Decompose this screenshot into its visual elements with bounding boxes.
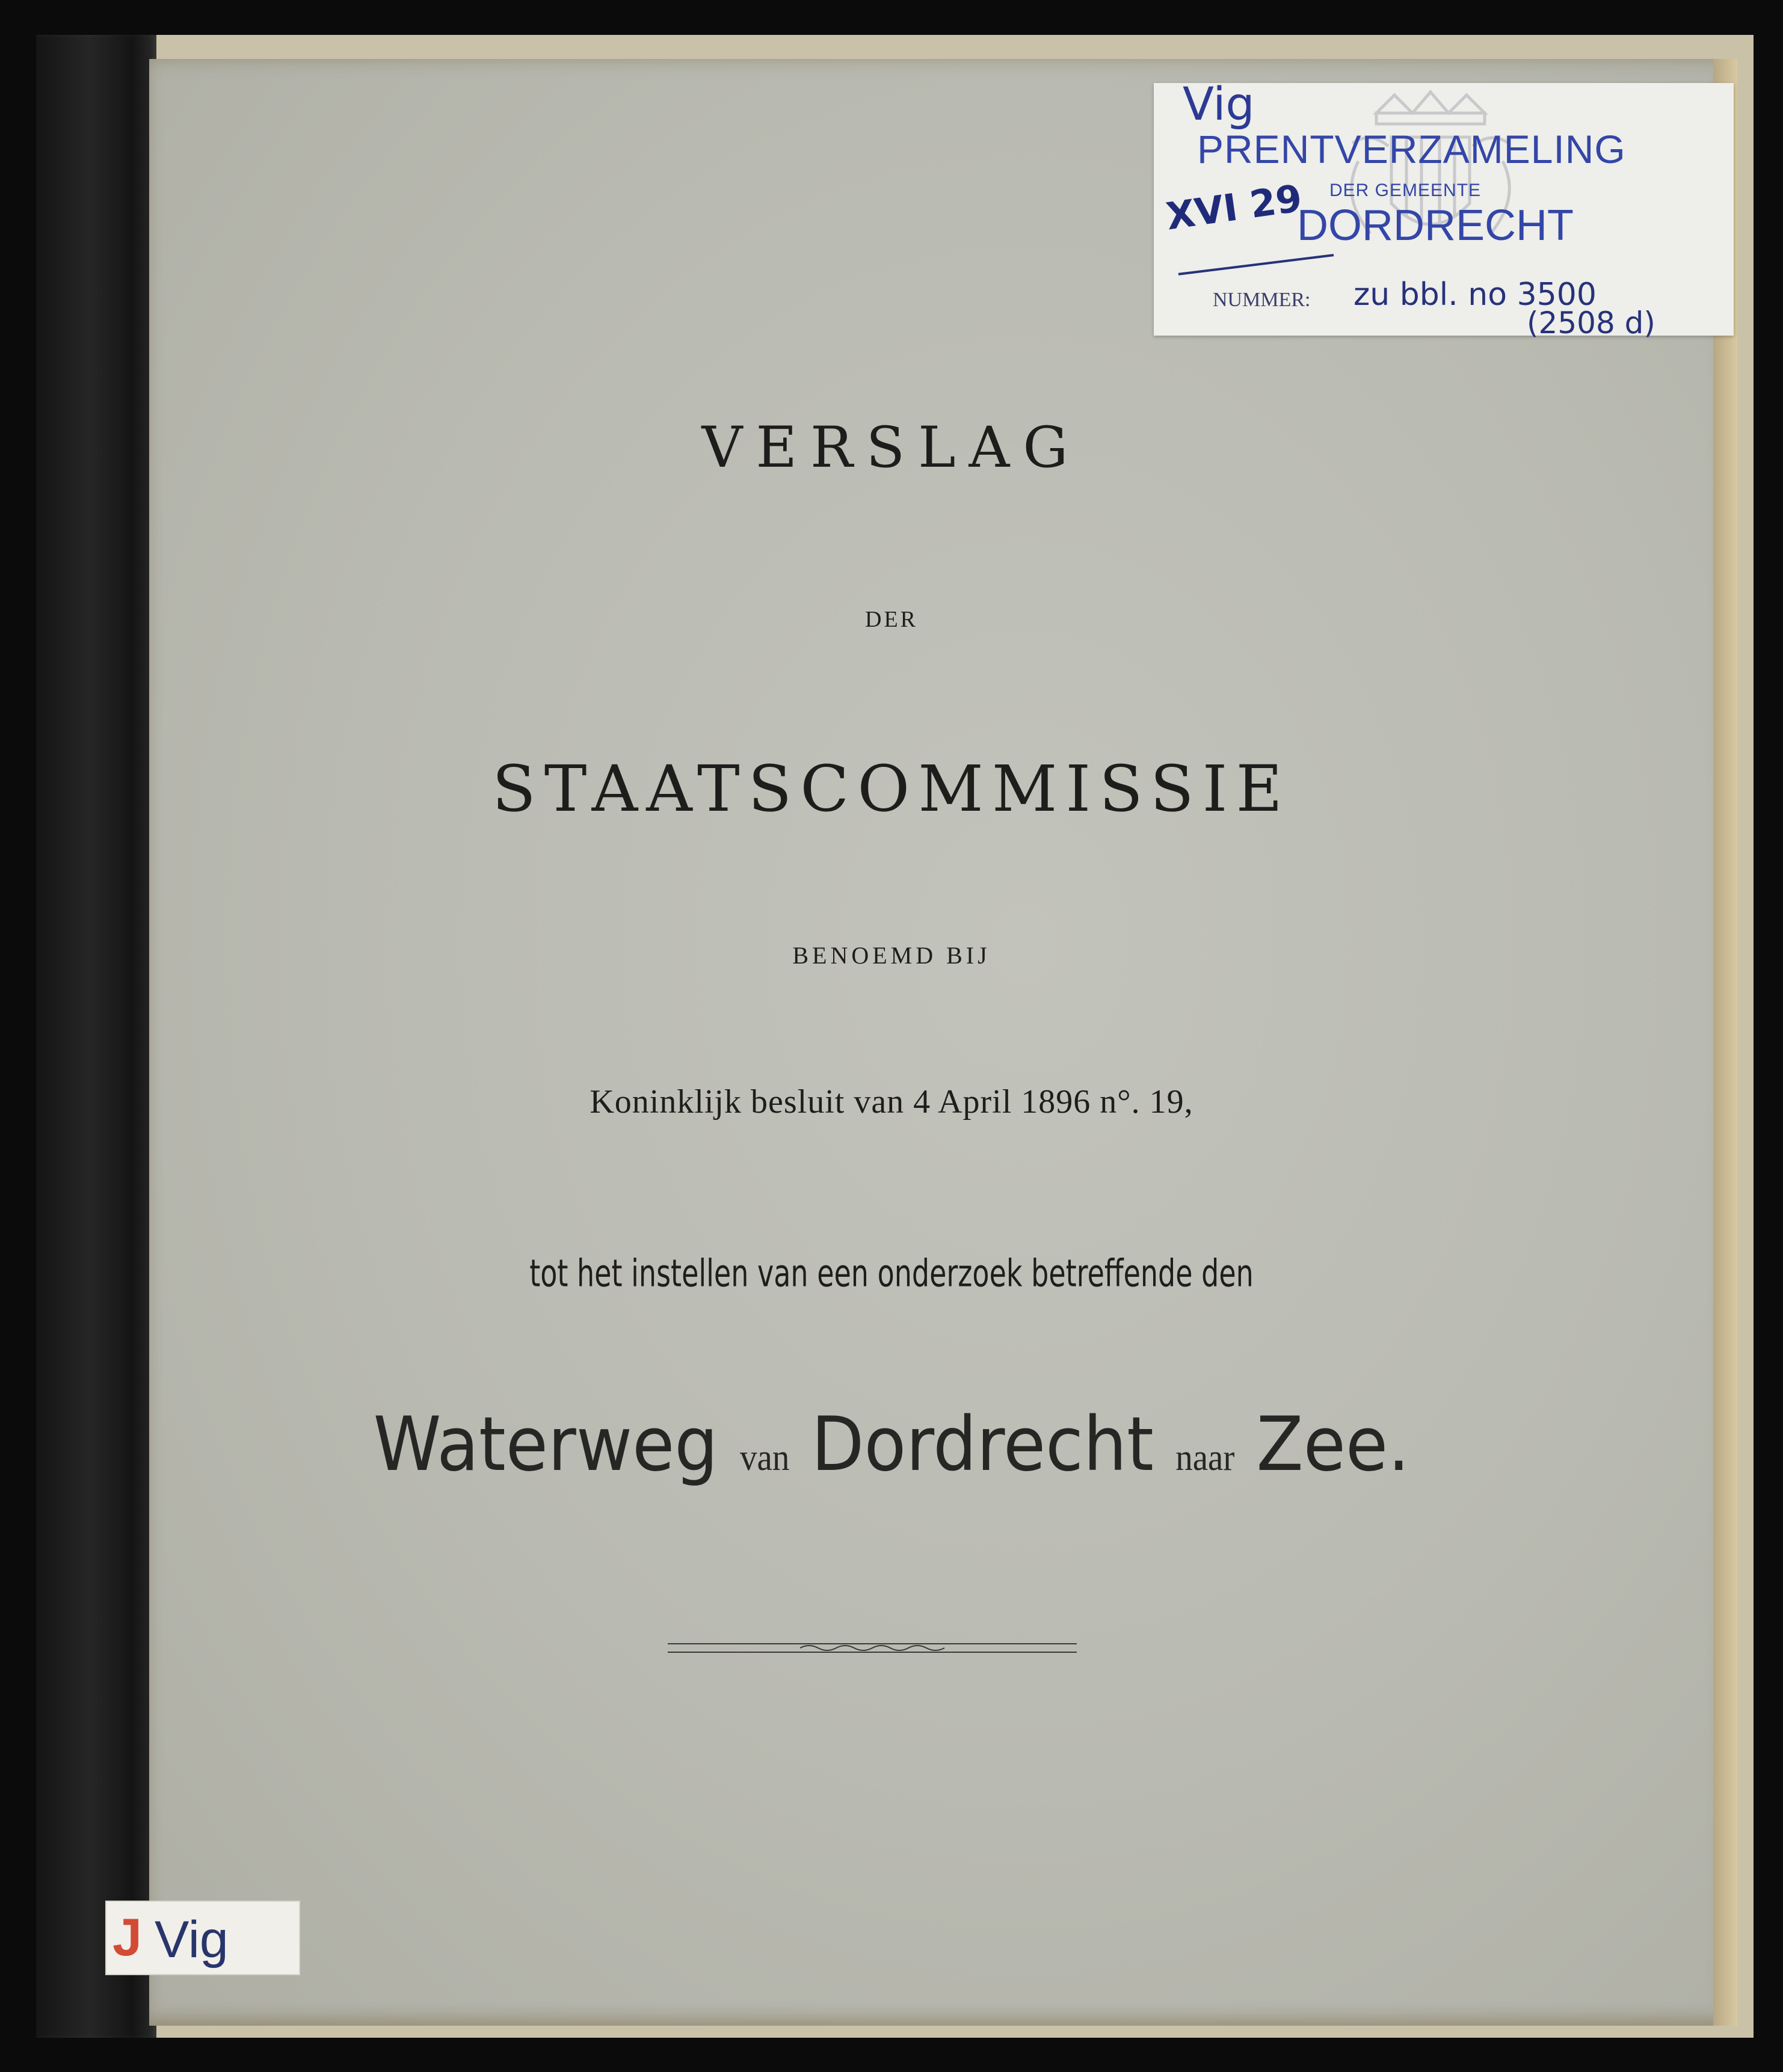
title-zee-word: Zee. [1256,1401,1410,1488]
ornamental-rule [668,1641,1077,1655]
title-der: DER [865,607,918,632]
stamp-title: PRENTVERZAMELING [1197,127,1626,171]
stamp-subtitle: DER GEMEENTE [1329,180,1482,200]
stamp-number-handwritten: zu bbl. no 3500 [1353,277,1597,313]
cover-edge [1713,59,1737,2026]
title-waterweg [72,1401,1712,1488]
stamp-city: DORDRECHT [1297,201,1574,250]
stamp-pen-stroke [1178,254,1334,275]
title-staatscommissie: STAATSCOMMISSIE [492,752,1291,826]
book-spine [36,35,156,2038]
stamp-number-handwritten-2: (2508 d) [1527,306,1655,340]
title-koninklijk-besluit: Koninklijk besluit van 4 April 1896 n°. 19, [590,1083,1193,1121]
title-benoemd-bij: BENOEMD BIJ [792,942,991,969]
title-verslag: VERSLAG [701,415,1082,481]
spine-label-mark: J [112,1907,142,1967]
spine-label-text: Vig [155,1911,229,1969]
title-van-word: van [739,1437,790,1478]
title-onderzoek: tot het instellen van een onderzoek betreffende den [529,1251,1254,1296]
stamp-handwritten-code: Vig [1183,77,1255,131]
title-waterweg-word: Waterweg [373,1401,718,1488]
title-dordrecht-word: Dordrecht [811,1401,1154,1488]
stamp-number-label: NUMMER: [1213,289,1311,311]
book-cover [149,59,1737,2026]
spine-label [105,1901,300,1975]
title-naar-word: naar [1175,1437,1235,1478]
collection-stamp [1154,77,1734,340]
stamp-handwritten-side: XVI 29 [1163,176,1305,239]
